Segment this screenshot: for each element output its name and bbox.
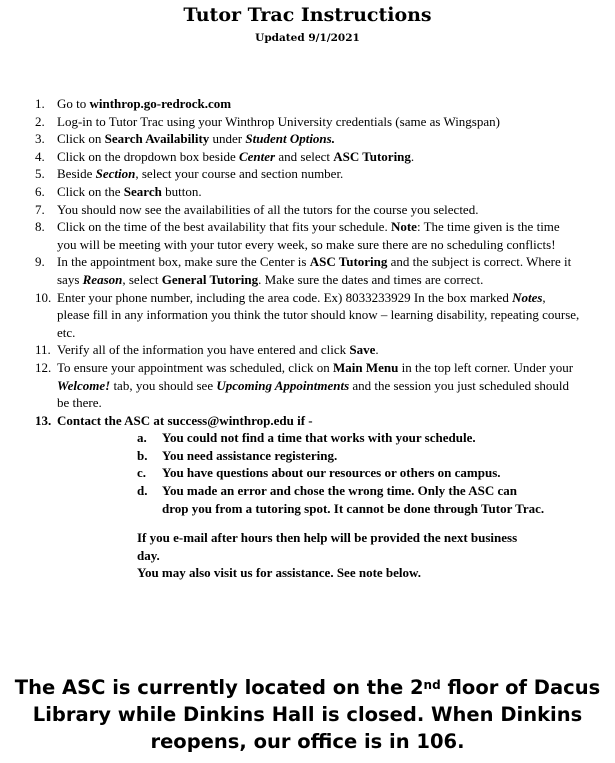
instruction-step xyxy=(0,201,615,219)
reason-text: You need assistance registering. xyxy=(162,447,338,463)
step-text: Welcome! xyxy=(57,377,111,393)
location-text-start: The ASC is currently located on the 2 xyxy=(14,676,424,699)
step-text: , select xyxy=(122,271,162,287)
contact-reasons xyxy=(57,429,580,517)
step-text: Reason xyxy=(82,271,123,287)
contact-step xyxy=(0,412,615,582)
step-text: Beside xyxy=(57,166,96,182)
step-number: 11. xyxy=(35,342,51,358)
step-text: Verify all of the information you have entered and click xyxy=(57,342,350,358)
step-text: In the appointment box, make sure the Center is xyxy=(57,254,310,270)
step-text: Log-in to Tutor Trac using your Winthrop University credentials (same as Wingspan) xyxy=(57,113,500,129)
step-text: Main Menu xyxy=(333,359,399,375)
step-text: and select xyxy=(275,148,334,164)
reason-text: You made an error and chose the wrong time. Only the ASC can drop you from a tutoring spot. It cannot be done through Tutor Trac. xyxy=(162,483,545,516)
reason-text: You have questions about our resources or others on campus. xyxy=(162,465,501,481)
step-text: . xyxy=(375,342,379,358)
step-text: tab, you should see xyxy=(110,377,217,393)
instruction-step xyxy=(0,113,615,131)
instruction-step xyxy=(0,253,615,288)
instruction-step xyxy=(0,95,615,113)
instruction-step xyxy=(0,218,615,253)
step-text: Click on the xyxy=(57,183,124,199)
contact-reason xyxy=(57,429,580,447)
step-number: 6. xyxy=(35,183,45,199)
reason-letter: c. xyxy=(137,465,147,481)
instruction-step xyxy=(0,130,615,148)
reason-text: You could not find a time that works with your schedule. xyxy=(162,430,476,446)
step-text: Enter your phone number, including the area code. Ex) 8033233929 In the box marked xyxy=(57,289,513,305)
step-text: ASC Tutoring xyxy=(333,148,411,164)
step-text: Search Availability xyxy=(104,131,210,147)
step-text: Center xyxy=(238,148,276,164)
step-text: Click on the time of the best availability that fits your schedule. xyxy=(57,219,391,235)
instruction-step xyxy=(0,341,615,359)
step-text: : The time given is the time you will be meeting with your tutor every week, so make sure there are no scheduling conflicts! xyxy=(57,219,560,252)
step-text: To ensure your appointment was scheduled, click on xyxy=(57,359,333,375)
instruction-list xyxy=(0,95,615,582)
step-text: General Tutoring xyxy=(161,271,259,287)
step-number: 10. xyxy=(35,289,52,305)
contact-reason xyxy=(57,464,580,482)
step-number: 3. xyxy=(35,131,45,147)
step-text: Click on xyxy=(57,131,105,147)
step-text: , select your course and section number. xyxy=(135,166,344,182)
step-text: Upcoming Appointments xyxy=(216,377,350,393)
instruction-step xyxy=(0,289,615,342)
reason-letter: b. xyxy=(137,447,148,463)
step-number: 4. xyxy=(35,148,45,164)
instruction-step xyxy=(0,165,615,183)
contact-reason xyxy=(57,447,580,465)
location-notice xyxy=(0,674,615,755)
step-text: and the subject is correct. Where it says xyxy=(57,254,572,287)
step-number: 12. xyxy=(35,359,52,375)
step-text: Save xyxy=(349,342,376,358)
step-text: winthrop.go-redrock.com xyxy=(89,96,232,111)
step-text: Section xyxy=(95,166,136,182)
updated-date: Updated 9/1/2021 xyxy=(255,32,360,44)
page-title: Tutor Trac Instructions xyxy=(183,4,432,26)
step-number: 8. xyxy=(35,219,45,235)
step-number: 13. xyxy=(35,412,52,428)
step-text: under xyxy=(209,131,246,147)
step-text: Student Options. xyxy=(245,131,335,147)
contact-reason xyxy=(57,482,580,517)
step-text: You should now see the availabilities of all the tutors for the course you selected. xyxy=(57,201,479,217)
ordinal-suffix: nd xyxy=(423,678,441,692)
visit-note: You may also visit us for assistance. See note below. xyxy=(137,565,421,581)
step-number: 5. xyxy=(35,166,45,182)
location-text-end: floor of Dacus Library while Dinkins Hall is closed. When Dinkins reopens, our office is in 106. xyxy=(32,676,601,753)
step-text: Note xyxy=(390,219,417,235)
instruction-step xyxy=(0,359,615,412)
step-text: in the top left corner. Under your xyxy=(398,359,574,375)
step-number: 2. xyxy=(35,113,45,129)
step-text: ASC Tutoring xyxy=(309,254,388,270)
instruction-step xyxy=(0,183,615,201)
step-text: Notes xyxy=(512,289,543,305)
reason-letter: d. xyxy=(137,483,148,499)
step-text: Go to xyxy=(57,96,90,111)
contact-notes xyxy=(57,529,580,582)
after-hours-note: If you e-mail after hours then help will be provided the next business day. xyxy=(137,530,518,563)
step-number: 9. xyxy=(35,254,45,270)
step-number: 7. xyxy=(35,201,45,217)
reason-letter: a. xyxy=(137,430,147,446)
step-text: and the session you just scheduled should be there. xyxy=(57,377,570,411)
step-text: . Make sure the dates and times are correct. xyxy=(258,271,484,287)
step-number: 1. xyxy=(35,96,45,111)
instruction-step xyxy=(0,148,615,166)
step-text: , please fill in any information you think the tutor should know – learning disability, repeating course, etc. xyxy=(57,289,580,340)
step-text: Click on the dropdown box beside xyxy=(57,148,239,164)
step-text: . xyxy=(410,148,415,164)
step-text: Search xyxy=(123,183,162,199)
contact-heading: Contact the ASC at success@winthrop.edu if - xyxy=(57,412,313,428)
step-text: button. xyxy=(161,183,202,199)
